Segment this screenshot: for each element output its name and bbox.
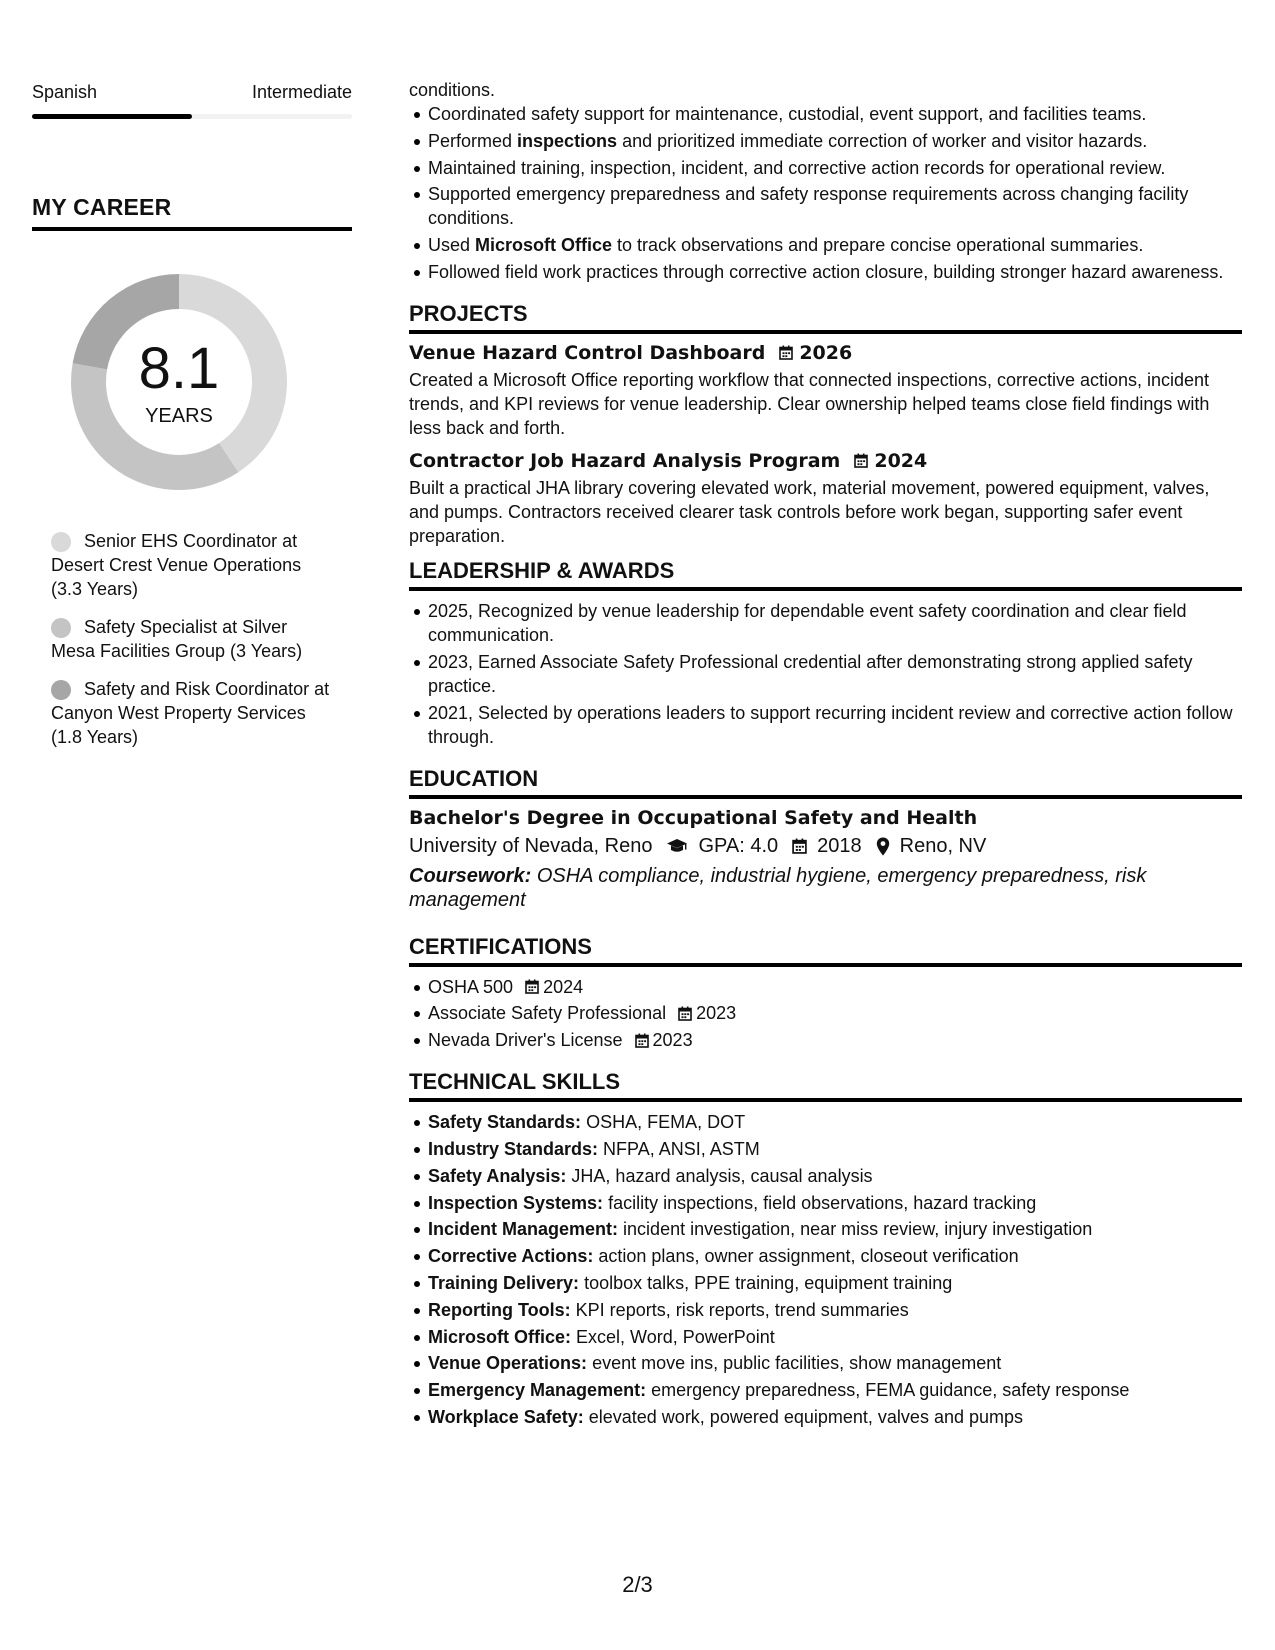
experience-bullet-list <box>409 102 1242 284</box>
education-location: Reno, NV <box>899 834 987 857</box>
career-list <box>32 529 352 749</box>
projects-heading: PROJECTS <box>409 301 1242 334</box>
career-item-text: Senior EHS Coordinator at Desert Crest Venue Operations (3.3 Years) <box>51 531 302 599</box>
project-description: Built a practical JHA library covering elevated work, material movement, powered equipment, valves, and pumps. Contractors received clearer task controls before work began, supporting safer event preparation. <box>409 477 1210 546</box>
language-name: Spanish <box>32 82 98 102</box>
calendar-icon <box>854 453 868 468</box>
skill-item: Inspection Systems: facility inspections, field observations, hazard tracking <box>428 1191 1242 1215</box>
skill-item: Safety Standards: OSHA, FEMA, DOT <box>428 1110 1242 1134</box>
left-column <box>32 82 352 763</box>
experience-bullet: Followed field work practices through corrective action closure, building stronger hazard awareness. <box>428 260 1242 284</box>
skill-item: Microsoft Office: Excel, Word, PowerPoint <box>428 1325 1242 1349</box>
education-degree: Bachelor's Degree in Occupational Safety and Health <box>409 806 978 829</box>
project-title: Contractor Job Hazard Analysis Program <box>409 449 841 472</box>
education-heading: EDUCATION <box>409 766 1242 799</box>
location-pin-icon <box>876 837 890 856</box>
career-legend-dot <box>51 680 71 700</box>
career-item <box>51 615 331 663</box>
coursework-label: Coursework: <box>409 864 532 887</box>
career-total-value: 8.1 <box>138 336 220 401</box>
certification-item <box>428 975 1242 999</box>
calendar-icon <box>678 1006 692 1021</box>
education-gpa: GPA: 4.0 <box>698 834 779 857</box>
education-school: University of Nevada, Reno <box>409 834 653 857</box>
award-item: 2021, Selected by operations leaders to support recurring incident review and corrective action follow through. <box>428 701 1242 749</box>
certification-name: Associate Safety Professional <box>428 1003 667 1024</box>
certifications-heading: CERTIFICATIONS <box>409 934 1242 967</box>
project-title-row <box>409 342 1242 364</box>
certification-name: OSHA 500 <box>428 976 514 997</box>
skills-heading: TECHNICAL SKILLS <box>409 1069 1242 1102</box>
project-year: 2024 <box>874 449 928 472</box>
skill-item: Workplace Safety: elevated work, powered equipment, valves and pumps <box>428 1405 1242 1429</box>
education-coursework <box>409 864 1242 912</box>
experience-bullet: Used Microsoft Office to track observations and prepare concise operational summaries. <box>428 233 1242 257</box>
certification-item <box>428 1028 1242 1052</box>
certification-year: 2023 <box>652 1030 693 1051</box>
project-year: 2026 <box>799 341 853 364</box>
page-number: 2/3 <box>622 1572 653 1597</box>
project-description: Created a Microsoft Office reporting workflow that connected inspections, corrective actions, incident trends, and KPI reviews for venue leadership. Clear ownership helped teams close field findings with less back and forth. <box>409 369 1210 438</box>
certification-item <box>428 1001 1242 1025</box>
certification-year: 2023 <box>696 1003 737 1024</box>
skill-item: Venue Operations: event move ins, public facilities, show management <box>428 1351 1242 1375</box>
certification-name: Nevada Driver's License <box>428 1030 623 1051</box>
awards-list <box>409 599 1242 749</box>
career-donut-chart <box>66 269 292 495</box>
award-item: 2023, Earned Associate Safety Professional credential after demonstrating strong applied safety practice. <box>428 650 1242 698</box>
calendar-icon <box>635 1033 649 1048</box>
language-proficiency-bar <box>32 114 352 119</box>
career-item-text: Safety Specialist at Silver Mesa Facilities Group (3 Years) <box>51 617 303 661</box>
experience-continued-text: conditions. <box>409 80 496 100</box>
language-row <box>32 82 352 103</box>
career-item <box>51 677 331 749</box>
skill-item: Incident Management: incident investigation, near miss review, injury investigation <box>428 1217 1242 1241</box>
skill-item: Industry Standards: NFPA, ANSI, ASTM <box>428 1137 1242 1161</box>
right-column <box>409 78 1242 1432</box>
project-title: Venue Hazard Control Dashboard <box>409 341 766 364</box>
calendar-icon <box>792 838 807 854</box>
skill-item: Reporting Tools: KPI reports, risk reports, trend summaries <box>428 1298 1242 1322</box>
career-total-unit: YEARS <box>145 405 213 427</box>
experience-bullet: Performed inspections and prioritized immediate correction of worker and visitor hazards. <box>428 129 1242 153</box>
career-item <box>51 529 331 601</box>
education-year: 2018 <box>817 834 862 857</box>
career-item-text: Safety and Risk Coordinator at Canyon West Property Services (1.8 Years) <box>51 679 330 747</box>
certifications-list <box>409 975 1242 1053</box>
education-meta-row <box>409 835 1242 858</box>
project-title-row <box>409 450 1242 472</box>
coursework-text: OSHA compliance, industrial hygiene, emergency preparedness, risk management <box>409 864 1147 911</box>
career-heading: MY CAREER <box>32 194 352 231</box>
career-legend-dot <box>51 532 71 552</box>
skill-item: Emergency Management: emergency preparedness, FEMA guidance, safety response <box>428 1378 1242 1402</box>
experience-bullet: Supported emergency preparedness and safety response requirements across changing facility conditions. <box>428 182 1242 230</box>
calendar-icon <box>525 979 539 994</box>
skill-item: Safety Analysis: JHA, hazard analysis, causal analysis <box>428 1164 1242 1188</box>
career-legend-dot <box>51 618 71 638</box>
language-level: Intermediate <box>251 82 352 102</box>
skill-item: Training Delivery: toolbox talks, PPE training, equipment training <box>428 1271 1242 1295</box>
certification-year: 2024 <box>543 976 584 997</box>
award-item: 2025, Recognized by venue leadership for dependable event safety coordination and clear field communication. <box>428 599 1242 647</box>
language-proficiency-fill <box>32 114 192 119</box>
experience-bullet: Coordinated safety support for maintenance, custodial, event support, and facilities teams. <box>428 102 1242 126</box>
calendar-icon <box>779 345 793 360</box>
experience-bullet: Maintained training, inspection, incident, and corrective action records for operational review. <box>428 156 1242 180</box>
graduation-cap-icon <box>666 838 688 854</box>
skill-item: Corrective Actions: action plans, owner assignment, closeout verification <box>428 1244 1242 1268</box>
skills-list <box>409 1110 1242 1429</box>
awards-heading: LEADERSHIP & AWARDS <box>409 558 1242 591</box>
